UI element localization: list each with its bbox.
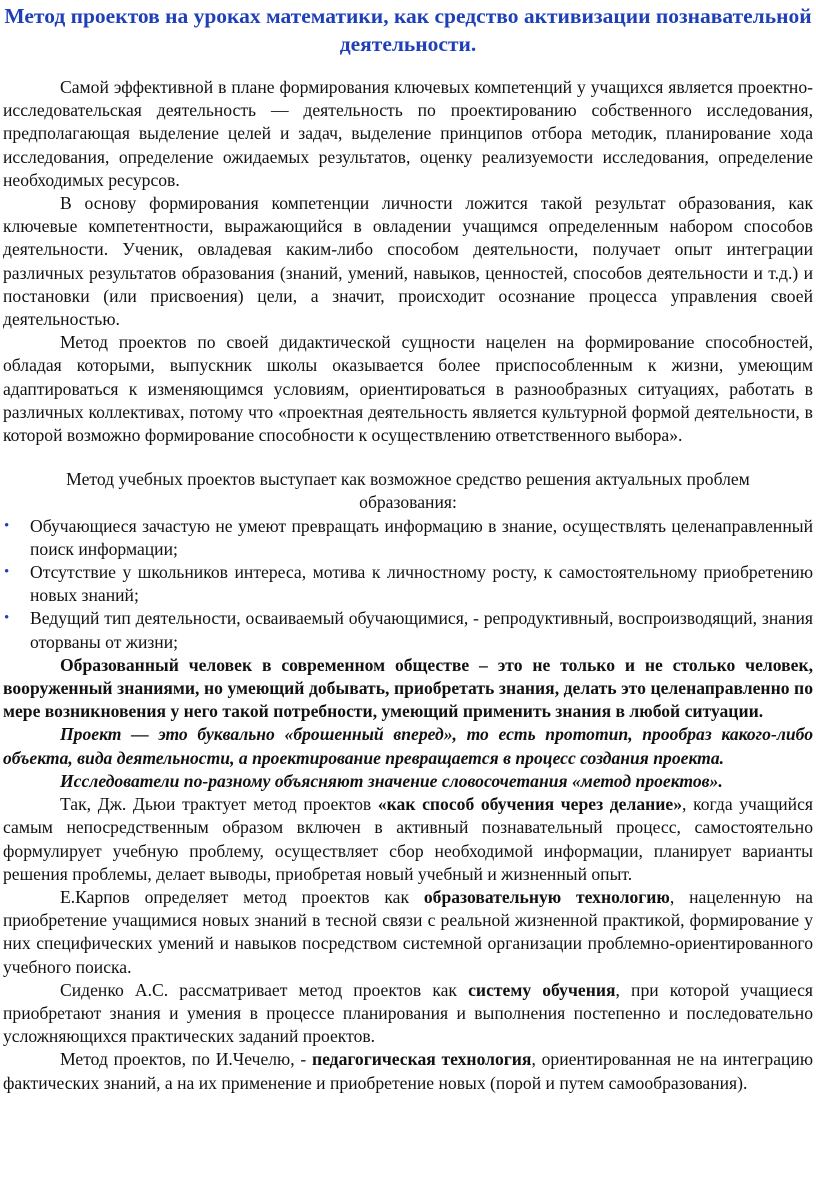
karpov-definition: образовательную технологию [423,886,670,907]
sidenko-text-end: , при которой учащиеся приобретают знания и умения в процессе планирования и выполнения постепенно и последовательно усложняющихся практических заданий проектов. [3,979,813,1047]
list-item-text: Ведущий тип деятельности, осваиваемый обучающимися, - репродуктивный, воспроизводящий, знания оторваны от жизни; [30,608,813,652]
educated-person-statement: Образованный человек в современном обществе – это не только и не столько человек, вооруженный знаниями, но умеющий добывать, приобретать знания, делать это целенаправленно по мере возникновения у него такой потребности, умеющий применить знания в любой ситуации. [3,654,813,722]
paragraph-sidenko [3,979,813,1049]
paragraph-gap [3,447,813,468]
karpov-text-end: , нацеленную на приобретение учащимися новых знаний в тесной связи с реальной жизненной практикой, формирование у них специфических умений и навыков посредством системной организации проблемно-ориентированного учебного поиска. [3,886,813,977]
paragraph-dewey [3,793,813,886]
bullet-icon: • [4,610,10,627]
problems-intro: Метод учебных проектов выступает как возможное средство решения актуальных проблем образования: [66,469,750,513]
document-page [3,2,813,1095]
bullet-icon: • [4,517,10,534]
sidenko-definition: систему обучения [468,979,616,1000]
list-item-text: Обучающиеся зачастую не умеют превращать информацию в знание, осуществлять целенаправленный поиск информации; [30,515,813,559]
bullet-icon: • [4,564,10,581]
list-item [3,515,813,561]
paragraph-project-method-essence: Метод проектов по своей дидактической сущности нацелен на формирование способностей, обладая которыми, выпускник школы оказывается более приспособленным к жизни, умеющим адаптироваться к изменяющимся условиям, ориентироваться в разнообразных ситуациях, работать в различных коллективах, потому что «проектная деятельность является культурной формой деятельности, в которой возможно формирование способности к осуществлению ответственного выбора». [3,332,813,446]
project-definition: Проект — это буквально «брошенный вперед», то есть прототип, прообраз какого-либо объекта, вида деятельности, а проектирование превращается в процесс создания проекта. [3,724,813,768]
sidenko-text-start: Сиденко А.С. рассматривает метод проектов как [60,979,469,1000]
list-item [3,561,813,607]
paragraph-chechel [3,1048,813,1094]
dewey-text-end: , когда учащийся самым непосредственным образом включен в активный познавательный процесс, самостоятельно формулирует учебную проблему, осуществляет сбор необходимой информации, планирует варианты решения проблемы, делает выводы, приобретая новый учебный и жизненный опыт. [3,794,813,884]
chechel-text-end: , ориентированная не на интеграцию фактических знаний, а на их применение и приобретение новых (порой и путем самообразования). [3,1049,813,1093]
list-item-text: Отсутствие у школьников интереса, мотива к личностному росту, к самостоятельному приобретению новых знаний; [30,562,813,606]
dewey-definition: «как способ обучения через делание» [377,794,683,815]
researchers-intro: Исследователи по-разному объясняют значение словосочетания «метод проектов». [60,770,723,791]
chechel-definition: педагогическая технология [311,1049,532,1070]
karpov-text-start: Е.Карпов определяет метод проектов как [60,886,424,907]
paragraph-key-competencies: Самой эффективной в плане формирования ключевых компетенций у учащихся является проектно-исследовательская деятельность — деятельность по проектированию собственного исследования, предполагающая выделение целей и задач, выделение принципов отбора методик, планирование хода исследования, определение ожидаемых результатов, оценку реализуемости исследования, определение необходимых ресурсов. [3,77,813,190]
list-item [3,607,813,653]
paragraph-competence-basis: В основу формирования компетенции личности ложится такой результат образования, как ключевые компетентности, выражающийся в овладении учащимся определенным набором способов деятельности. Ученик, овладевая каким-либо способом деятельности, получает опыт интеграции различных результатов образования (знаний, умений, навыков, ценностей, способов деятельности и т.д.) и постановки (или присвоения) цели, а значит, происходит осознание процесса управления своей деятельностью. [3,193,813,330]
problems-list [3,515,813,654]
chechel-text-start: Метод проектов, по И.Чечелю, - [60,1049,312,1070]
paragraph-karpov [3,886,813,979]
document-title: Метод проектов на уроках математики, как средство активизации познавательной деятельности. [4,4,812,56]
dewey-text-start: Так, Дж. Дьюи трактует метод проектов [60,794,378,815]
